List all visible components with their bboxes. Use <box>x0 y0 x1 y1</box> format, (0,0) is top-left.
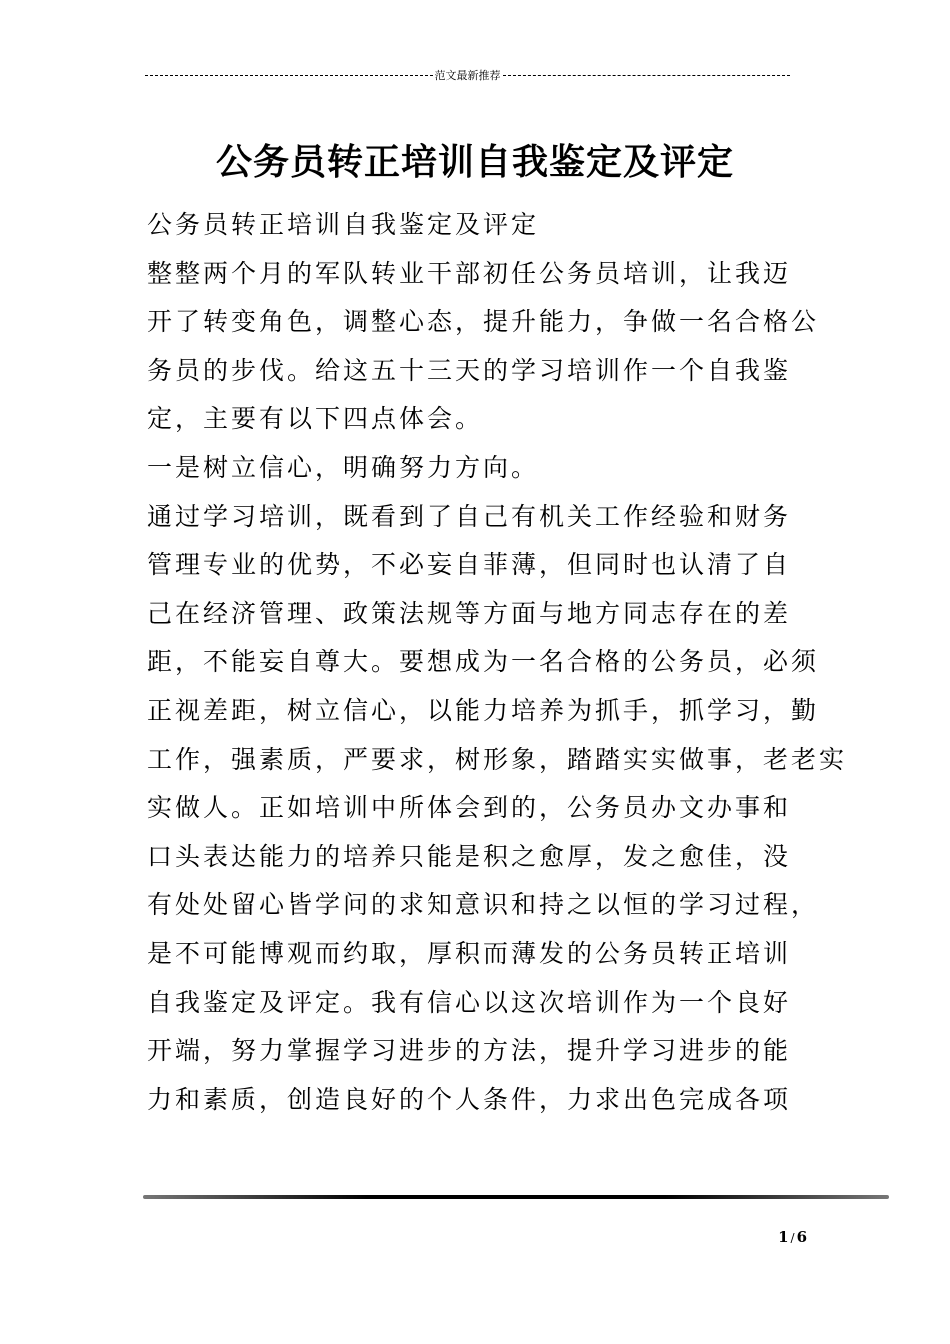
page-total: 6 <box>796 1228 807 1246</box>
body-line: 距，不能妄自尊大。要想成为一名合格的公务员，必须 <box>147 647 820 677</box>
page-number <box>778 1228 807 1246</box>
body-line: 己在经济管理、政策法规等方面与地方同志存在的差 <box>147 598 792 628</box>
header-dashed-rule-left <box>145 75 433 76</box>
body-line: 力和素质，创造良好的个人条件，力求出色完成各项 <box>147 1084 792 1114</box>
body-line: 是不可能博观而约取，厚积而薄发的公务员转正培训 <box>147 938 792 968</box>
body-line: 一是树立信心，明确努力方向。 <box>147 452 540 482</box>
body-line: 实做人。正如培训中所体会到的，公务员办文办事和 <box>147 793 792 823</box>
body-line: 定，主要有以下四点体会。 <box>147 404 484 434</box>
body-line: 务员的步伐。给这五十三天的学习培训作一个自我鉴 <box>147 355 792 385</box>
body-line: 通过学习培训，既看到了自己有机关工作经验和财务 <box>147 501 792 531</box>
body-line: 开端，努力掌握学习进步的方法，提升学习进步的能 <box>147 1036 792 1066</box>
body-line: 公务员转正培训自我鉴定及评定 <box>147 210 540 239</box>
page-header <box>145 66 790 84</box>
page-current: 1 <box>778 1228 789 1246</box>
body-line: 管理专业的优势，不必妄自菲薄，但同时也认清了自 <box>147 550 792 580</box>
header-dashed-rule-right <box>503 75 791 76</box>
body-line: 正视差距，树立信心，以能力培养为抓手，抓学习，勤 <box>147 695 820 725</box>
page-separator: / <box>790 1231 795 1245</box>
body-line: 开了转变角色，调整心态，提升能力，争做一名合格公 <box>147 307 820 337</box>
document-body <box>147 201 847 1124</box>
body-line: 整整两个月的军队转业干部初任公务员培训，让我迈 <box>147 258 792 288</box>
body-line: 自我鉴定及评定。我有信心以这次培训作为一个良好 <box>147 987 792 1017</box>
body-line: 口头表达能力的培养只能是积之愈厚，发之愈佳，没 <box>147 841 792 871</box>
footer-rule <box>143 1195 889 1199</box>
body-line: 工作，强素质，严要求，树形象，踏踏实实做事，老老实 <box>147 744 848 774</box>
document-title: 公务员转正培训自我鉴定及评定 <box>215 141 734 183</box>
body-line: 有处处留心皆学问的求知意识和持之以恒的学习过程， <box>147 890 820 920</box>
header-label: 范文最新推荐 <box>434 69 501 82</box>
